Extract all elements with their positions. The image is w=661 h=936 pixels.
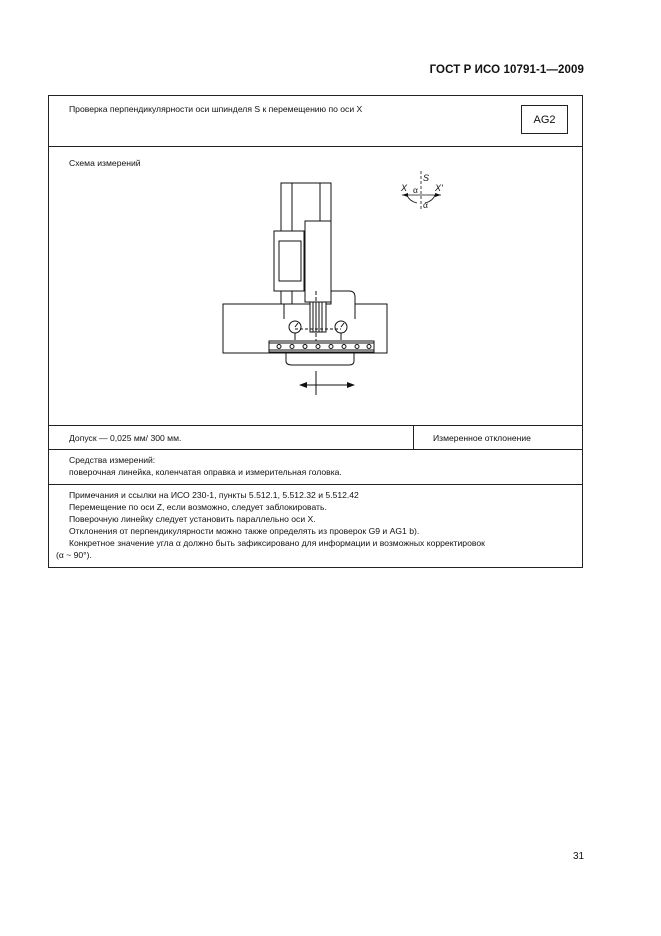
- page-number: 31: [573, 851, 585, 862]
- tolerance-label: Допуск — 0,025 мм/ 300 мм.: [69, 433, 182, 443]
- spindle: [310, 302, 326, 332]
- scheme-row: [49, 146, 582, 425]
- note-line-4: Отклонения от перпендикулярности можно также определять из проверок G9 и AG1 b).: [69, 526, 420, 536]
- test-code-box: AG2: [521, 105, 568, 134]
- notes-row: [49, 484, 582, 567]
- tools-text: [69, 454, 342, 478]
- note-line-5: Конкретное значение угла α должно быть зафиксировано для информации и возможных корректировок: [69, 538, 485, 548]
- saddle-base: [286, 353, 354, 365]
- measured-deviation-label: Измеренное отклонение: [433, 433, 531, 443]
- notes-text: [56, 489, 485, 561]
- tools-list: поверочная линейка, коленчатая оправка и измерительная головка.: [69, 467, 342, 477]
- axis-alpha-top-label: α: [413, 185, 418, 195]
- note-line-1: Примечания и ссылки на ИСО 230-1, пункты 5.512.1, 5.512.32 и 5.512.42: [69, 490, 359, 500]
- axis-alpha-bottom-label: α: [423, 200, 428, 210]
- test-title-row: [49, 96, 582, 146]
- measurement-diagram: [199, 173, 443, 423]
- tools-row: [49, 449, 582, 484]
- note-line-6: (α ~ 90°).: [56, 550, 92, 560]
- note-line-2: Перемещение по оси Z, если возможно, следует заблокировать.: [69, 502, 327, 512]
- test-table: [48, 95, 583, 568]
- tolerance-divider: [413, 426, 414, 449]
- axis-s-label: S: [423, 173, 430, 183]
- tolerance-row: [49, 425, 582, 449]
- axis-x-label: X: [401, 183, 408, 193]
- tools-heading: Средства измерений:: [69, 455, 156, 465]
- test-title: Проверка перпендикулярности оси шпинделя S к перемещению по оси X: [69, 104, 363, 114]
- scheme-label: Схема измерений: [69, 158, 141, 168]
- standard-code-header: ГОСТ Р ИСО 10791-1—2009: [429, 64, 584, 76]
- axis-x-prime-label: X': [435, 183, 443, 193]
- note-line-3: Поверочную линейку следует установить параллельно оси X.: [69, 514, 316, 524]
